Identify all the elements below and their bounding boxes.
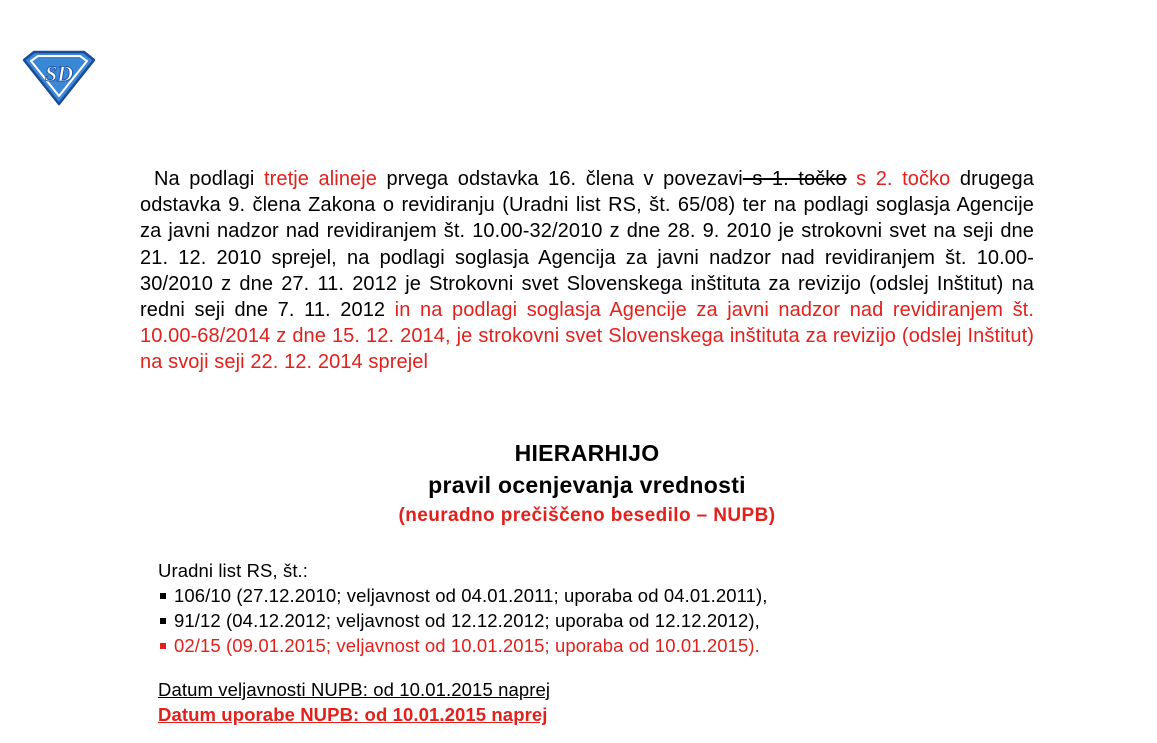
intro-struck-text: s 1. točko	[742, 168, 847, 190]
document-subtitle: pravil ocenjevanja vrednosti	[428, 472, 746, 498]
intro-paragraph	[140, 166, 1034, 376]
gazette-item-text: 91/12 (04.12.2012; veljavnost od 12.12.2012; uporaba od 12.12.2012),	[174, 610, 760, 631]
gazette-item	[158, 583, 768, 608]
intro-text-1: Na podlagi	[154, 168, 264, 190]
gazette-item	[158, 608, 768, 633]
intro-text-2: prvega odstavka 16. člena v povezavi	[377, 168, 743, 190]
gazette-block	[158, 558, 768, 658]
bullet-icon	[160, 593, 166, 599]
gazette-item-text: 106/10 (27.12.2010; veljavnost od 04.01.2011; uporaba od 04.01.2011),	[174, 585, 768, 606]
intro-text-3: drugega odstavka 9. člena Zakona o revidiranju (Uradni list RS, št. 65/08) ter na podlagi soglasja Agencije za javni nadzor nad revidiranjem št. 10.00-32/2010 z dne 28. 9. 2010 je strokovni svet na seji dne 21. 12. 2010 sprejel, na podlagi soglasja Agencija za javni nadzor nad revidiranjem št. 10.00-30/2010 z dne 27. 11. 2012 je Strokovni svet Slovenskega inštituta za revizijo (odslej Inštitut) na redni seji dne 7. 11. 2012	[140, 168, 1034, 322]
intro-amend-3: in na podlagi soglasja Agencije za javni nadzor nad revidiranjem št. 10.00-68/2014 z dne 15. 12. 2014, je strokovni svet Slovenskega inštituta za revizijo (odslej Inštitut) na svoji seji 22. 12. 2014 sprejel	[140, 299, 1034, 374]
usage-date: Datum uporabe NUPB: od 10.01.2015 naprej	[158, 704, 548, 725]
bullet-icon	[160, 618, 166, 624]
document-title: HIERARHIJO	[514, 440, 660, 466]
bullet-icon	[160, 643, 166, 649]
logo-text: SD	[44, 61, 74, 86]
validity-date: Datum veljavnosti NUPB: od 10.01.2015 naprej	[158, 679, 551, 700]
document-note: (neuradno prečiščeno besedilo – NUPB)	[398, 505, 776, 526]
gazette-item-text: 02/15 (09.01.2015; veljavnost od 10.01.2015; uporaba od 10.01.2015).	[174, 635, 760, 656]
gazette-item	[158, 633, 768, 658]
intro-amend-1: tretje alineje	[263, 168, 378, 190]
gazette-list	[158, 583, 768, 658]
gazette-label: Uradni list RS, št.:	[158, 560, 309, 581]
sd-logo	[22, 50, 96, 106]
intro-amend-2: s 2. točko	[846, 168, 951, 190]
dates-block	[158, 677, 550, 727]
